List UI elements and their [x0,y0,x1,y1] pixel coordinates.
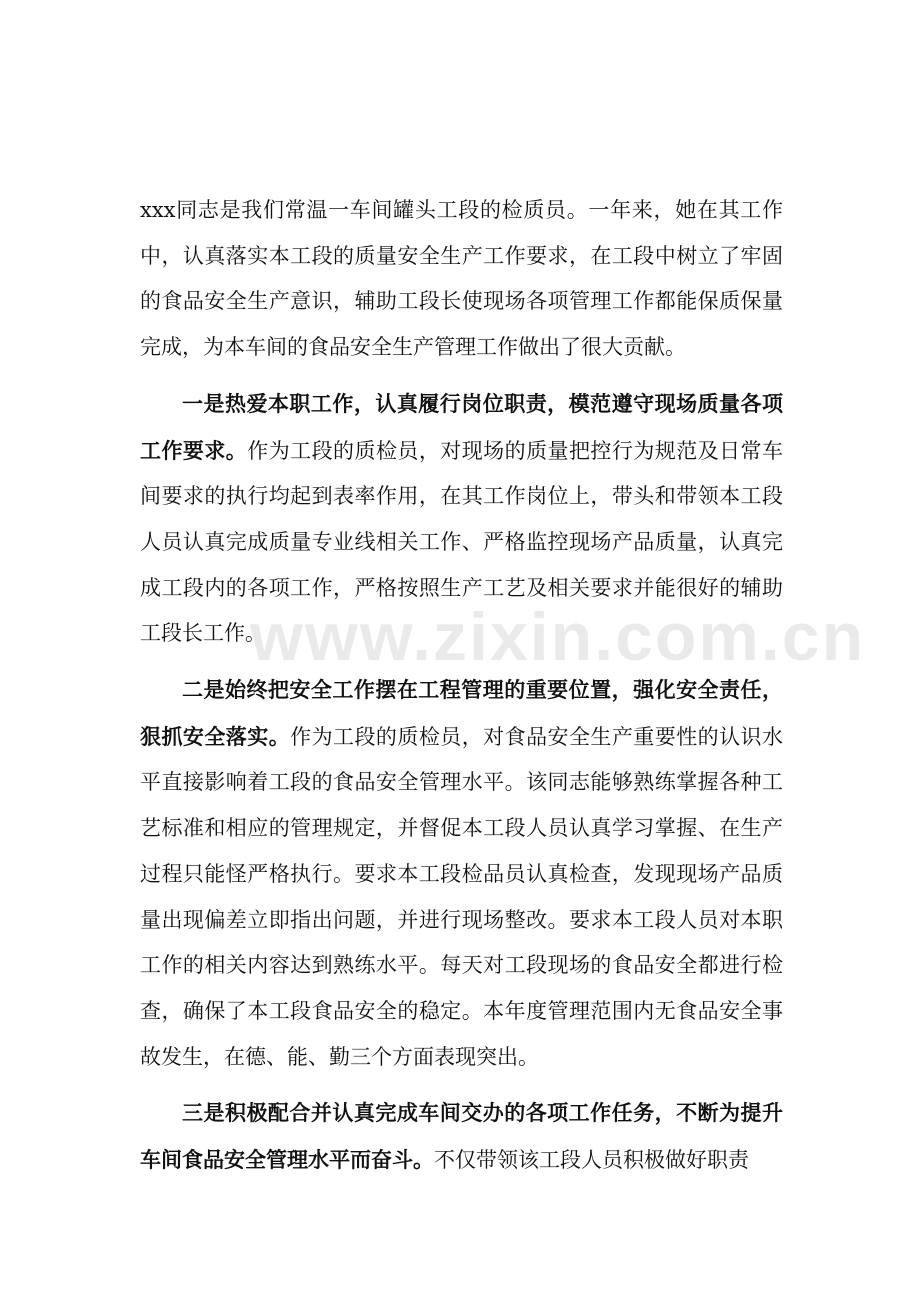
point-three-paragraph [140,1090,783,1183]
watermark-text: www.zixin.com.cn [250,599,866,675]
point-three-text: 不仅带领该工段人员积极做好职责 [434,1148,749,1173]
intro-paragraph [140,188,783,371]
intro-text: xxx同志是我们常温一车间罐头工段的检质员。一年来，她在其工作中，认真落实本工段的质量安全生产工作要求，在工段中树立了牢固的食品安全生产意识，辅助工段长使现场各项管理工作都能保质保量完成，为本车间的食品安全生产管理工作做出了很大贡献。 [140,198,783,360]
point-two-lead: 二是始终把安全工作摆在工程管理的重要位置，强化安全责任，狠抓安全落实。 [140,677,783,749]
point-one-lead: 一是热爱本职工作，认真履行岗位职责，模范遵守现场质量各项工作要求。 [140,390,783,463]
point-one-text: 作为工段的质检员，对现场的质量把控行为规范及日常车间要求的执行均起到表率作用，在其工作岗位上，带头和带领本工段人员认真完成质量专业线相关工作、严格监控现场产品质量，认真完成工段内的各项工作，严格按照生产工艺及相关要求并能很好的辅助工段长工作。 [140,438,784,646]
point-two-text: 作为工段的质检员，对食品安全生产重要性的认识水平直接影响着工段的食品安全管理水平。该同志能够熟练掌握各种工艺标准和相应的管理规定，并督促本工段人员认真学习掌握、在生产过程只能怪严格执行。要求本工段检品员认真检查，发现现场产品质量出现偏差立即指出问题，并进行现场整改。要求本工段人员对本职工作的相关内容达到熟练水平。每天对工段现场的食品安全都进行检查，确保了本工段食品安全的稳定。本年度管理范围内无食品安全事故发生，在德、能、勤三个方面表现突出。 [140,724,784,1069]
point-one-paragraph [140,381,783,657]
document-body [140,188,783,1194]
point-three-lead: 三是积极配合并认真完成车间交办的各项工作任务，不断为提升车间食品安全管理水平而奋斗。 [140,1100,783,1173]
point-two-paragraph [140,667,783,1080]
